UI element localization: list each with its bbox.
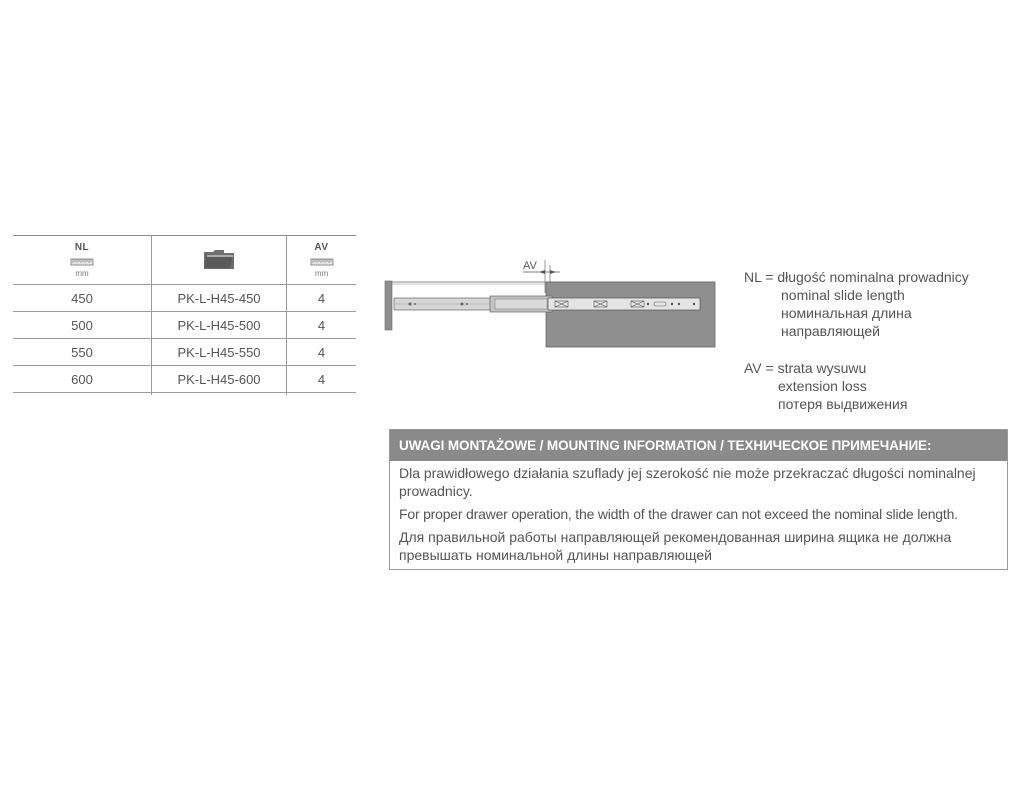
ruler-icon (70, 254, 94, 269)
inner-rail (548, 298, 700, 310)
legend-nl-line: nominal slide length (781, 287, 905, 303)
legend-nl (744, 268, 969, 340)
table-tail-cell (287, 393, 357, 396)
table-tail-cell (152, 393, 287, 396)
legend-nl-line: направляющей (781, 323, 881, 339)
drawer-body (546, 282, 715, 347)
cell-code: PK-L-H45-600 (152, 366, 287, 393)
mounting-notes (389, 429, 1008, 570)
cell-code: PK-L-H45-550 (152, 339, 287, 366)
header-nl (13, 236, 152, 285)
table-header-row (13, 236, 356, 285)
table-row (13, 312, 356, 339)
header-av-unit: mm (314, 269, 329, 279)
legend-av-line: extension loss (778, 378, 867, 394)
legend-nl-definition: NL = długość nominalna prowadnicy (744, 269, 969, 285)
header-nl-label: NL (74, 241, 90, 253)
table-tail-row (13, 393, 356, 396)
table-tail-cell (13, 393, 152, 396)
header-code (152, 236, 287, 285)
legend-av (744, 359, 907, 413)
cell-nl: 500 (13, 312, 152, 339)
cell-nl: 600 (13, 366, 152, 393)
note-ru: Для правильной работы направляющей рекомендованная ширина ящика не должна превышать номинальной длины направляющей (399, 529, 952, 563)
header-nl-unit: mm (75, 269, 89, 279)
cell-code: PK-L-H45-450 (152, 285, 287, 312)
note-en: For proper drawer operation, the width of the drawer can not exceed the nominal slide length. (399, 506, 958, 522)
cell-nl: 550 (13, 339, 152, 366)
cabinet-side (385, 281, 392, 330)
spec-table (13, 235, 356, 395)
note-pl: Dla prawidłowego działania szuflady jej szerokość nie może przekraczać długości nominalnej prowadnicy. (399, 465, 976, 499)
av-dimension-label: AV (523, 260, 537, 272)
cell-av: 4 (287, 366, 357, 393)
folder-icon (202, 247, 236, 274)
cell-av: 4 (287, 285, 357, 312)
table-row (13, 285, 356, 312)
legend-nl-line: номинальная длина (781, 305, 912, 321)
cell-av: 4 (287, 312, 357, 339)
ruler-icon (310, 254, 334, 269)
cell-code: PK-L-H45-500 (152, 312, 287, 339)
cell-nl: 450 (13, 285, 152, 312)
legend-av-line: потеря выдвижения (778, 396, 908, 412)
header-av-label: AV (314, 241, 329, 253)
cell-av: 4 (287, 339, 357, 366)
table-row (13, 366, 356, 393)
slide-drawing (382, 255, 717, 355)
notes-body (390, 461, 1007, 564)
legend-av-definition: AV = strata wysuwu (744, 360, 867, 376)
notes-title: UWAGI MONTAŻOWE / MOUNTING INFORMATION / ТЕХНИЧЕСКОЕ ПРИМЕЧАНИЕ: (390, 430, 1007, 461)
header-av (287, 236, 357, 285)
table-row (13, 339, 356, 366)
